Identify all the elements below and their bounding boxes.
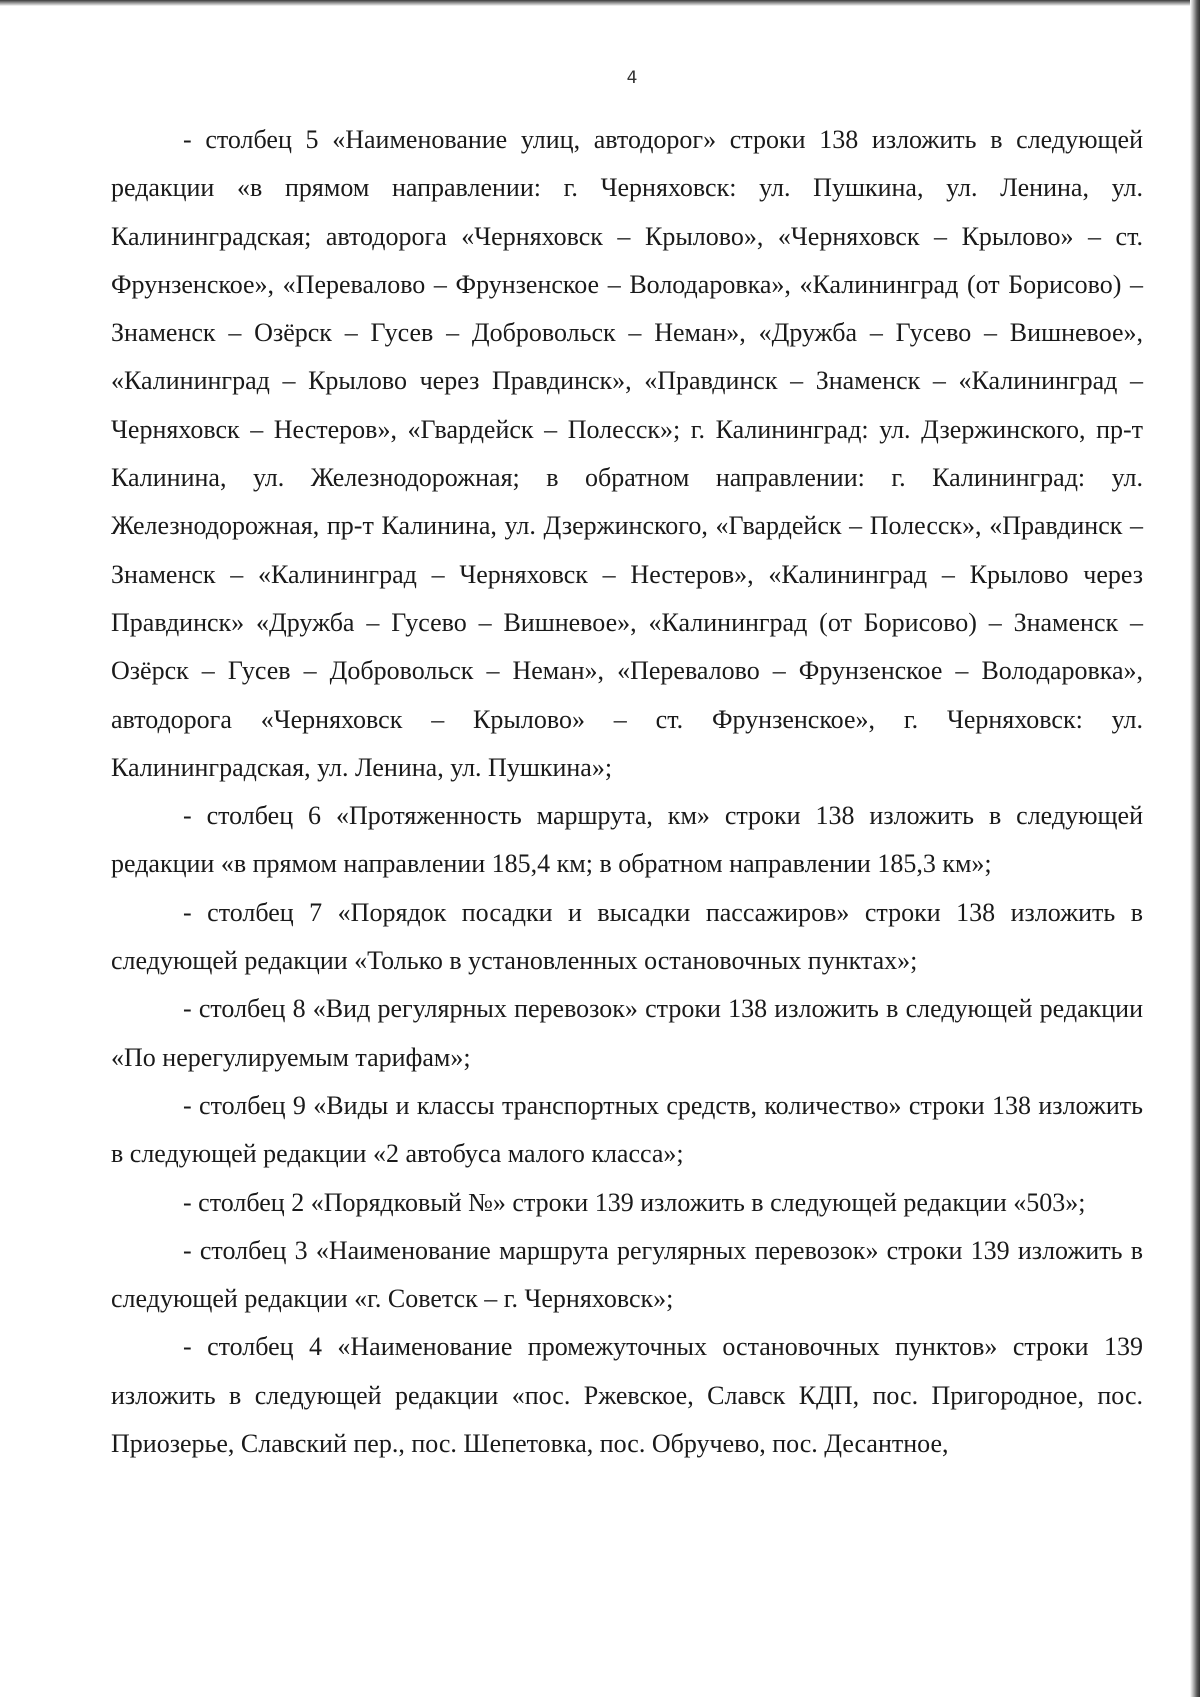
paragraph-column-7-row-138: - столбец 7 «Порядок посадки и высадки пассажиров» строки 138 изложить в следующей редакции «Только в установленных остановочных пунктах»; [111, 897, 1143, 976]
paragraph-column-3-row-139: - столбец 3 «Наименование маршрута регулярных перевозок» строки 139 изложить в следующей редакции «г. Советск – г. Черняховск»; [111, 1235, 1143, 1314]
document-body [111, 116, 1143, 1468]
paragraph-column-5-row-138: - столбец 5 «Наименование улиц, автодорог» строки 138 изложить в следующей редакции «в прямом направлении: г. Черняховск: ул. Пушкина, ул. Ленина, ул. Калининградская; автодорога «Черняховск – Крылово», «Черняховск – Крылово» – ст. Фрунзенское», «Перевалово – Фрунзенское – Володаровка», «Калининград (от Борисово) – Знаменск – Озёрск – Гусев – Добровольск – Неман», «Дружба – Гусево – Вишневое», «Калининград – Крылово через Правдинск», «Правдинск – Знаменск – «Калининград – Черняховск – Нестеров», «Гвардейск – Полесск»; г. Калининград: ул. Дзержинского, пр-т Калинина, ул. Железнодорожная; в обратном направлении: г. Калининград: ул. Железнодорожная, пр-т Калинина, ул. Дзержинского, «Гвардейск – Полесск», «Правдинск – Знаменск – «Калининград – Черняховск – Нестеров», «Калининград – Крылово через Правдинск» «Дружба – Гусево – Вишневое», «Калининград (от Борисово) – Знаменск – Озёрск – Гусев – Добровольск – Неман», «Перевалово – Фрунзенское – Володаровка», автодорога «Черняховск – Крылово» – ст. Фрунзенское», г. Черняховск: ул. Калининградская, ул. Ленина, ул. Пушкина»; [111, 125, 1143, 782]
scan-edge-top [0, 0, 1200, 6]
paragraph-column-6-row-138: - столбец 6 «Протяженность маршрута, км» строки 138 изложить в следующей редакции «в прямом направлении 185,4 км; в обратном направлении 185,3 км»; [111, 801, 1143, 879]
scan-edge-right [1190, 0, 1200, 1697]
paragraph-column-8-row-138: - столбец 8 «Вид регулярных перевозок» строки 138 изложить в следующей редакции «По нерегулируемым тарифам»; [111, 994, 1143, 1072]
page-number: 4 [626, 68, 638, 88]
paragraph-column-4-row-139: - столбец 4 «Наименование промежуточных остановочных пунктов» строки 139 изложить в следующей редакции «пос. Ржевское, Славск КДП, пос. Пригородное, пос. Приозерье, Славский пер., пос. Шепетовка, пос. Обручево, пос. Десантное, [111, 1332, 1143, 1459]
paragraph-column-2-row-139: - столбец 2 «Порядковый №» строки 139 изложить в следующей редакции «503»; [183, 1187, 1086, 1217]
paragraph-column-9-row-138: - столбец 9 «Виды и классы транспортных средств, количество» строки 138 изложить в следующей редакции «2 автобуса малого класса»; [111, 1090, 1143, 1169]
